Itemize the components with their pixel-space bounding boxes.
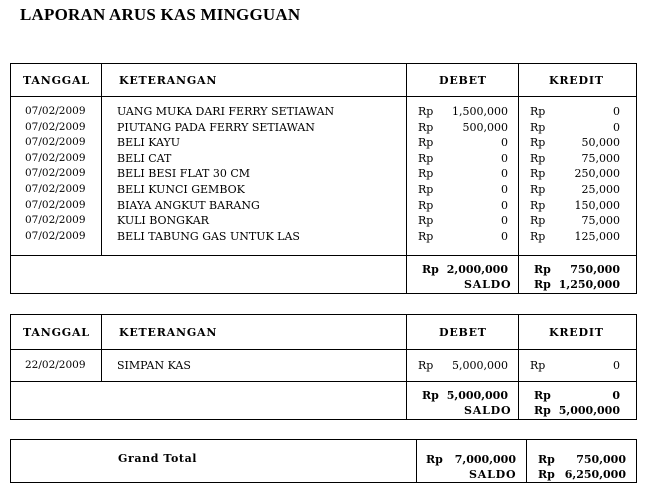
row-debet-currency: Rp xyxy=(418,120,434,134)
total-debet: 5,000,000 xyxy=(446,389,508,402)
row-kredit: 0 xyxy=(613,359,620,372)
row-debet-currency: Rp xyxy=(418,214,434,228)
row-debet: 0 xyxy=(501,214,508,228)
table-row xyxy=(11,198,636,214)
row-date: 07/02/2009 xyxy=(25,151,86,164)
row-kredit-currency: Rp xyxy=(530,167,546,181)
row-debet-currency: Rp xyxy=(418,151,434,165)
header-keterangan: KETERANGAN xyxy=(119,326,218,339)
row-date: 07/02/2009 xyxy=(25,167,86,180)
page-title: LAPORAN ARUS KAS MINGGUAN xyxy=(20,5,301,24)
row-date: 07/02/2009 xyxy=(25,182,86,195)
row-description: PIUTANG PADA FERRY SETIAWAN xyxy=(117,120,315,134)
header-kredit: KREDIT xyxy=(549,74,604,87)
saldo-currency: Rp xyxy=(534,278,551,291)
row-kredit: 150,000 xyxy=(574,198,620,212)
total-kredit: 750,000 xyxy=(570,263,620,276)
row-debet-currency: Rp xyxy=(418,229,434,243)
header-tanggal: TANGGAL xyxy=(23,326,90,339)
table-row xyxy=(11,151,636,167)
table-row xyxy=(11,182,636,198)
cashflow-table-1 xyxy=(10,63,637,294)
row-kredit: 0 xyxy=(613,120,620,134)
table-row xyxy=(11,135,636,151)
row-debet: 5,000,000 xyxy=(452,359,508,372)
header-tanggal: TANGGAL xyxy=(23,74,90,87)
row-kredit-currency: Rp xyxy=(530,182,546,196)
row-kredit: 75,000 xyxy=(581,151,620,165)
saldo-value: 5,000,000 xyxy=(558,404,620,417)
row-debet: 0 xyxy=(501,182,508,196)
row-debet: 0 xyxy=(501,167,508,181)
row-description: UANG MUKA DARI FERRY SETIAWAN xyxy=(117,105,335,118)
header-kredit: KREDIT xyxy=(549,326,604,339)
row-date: 07/02/2009 xyxy=(25,229,86,242)
row-debet: 1,500,000 xyxy=(452,105,508,118)
row-kredit-currency: Rp xyxy=(530,151,546,165)
row-kredit-currency: Rp xyxy=(530,120,546,134)
table-row xyxy=(11,104,636,120)
row-date: 07/02/2009 xyxy=(25,214,86,227)
row-description: BIAYA ANGKUT BARANG xyxy=(117,198,260,212)
row-debet-currency: Rp xyxy=(418,198,434,212)
total-kredit: 0 xyxy=(612,389,620,402)
row-kredit: 125,000 xyxy=(574,229,620,243)
total-debet: 2,000,000 xyxy=(446,263,508,276)
transaction-list xyxy=(11,104,636,244)
row-kredit-currency: Rp xyxy=(530,136,546,150)
grand-total-kredit: 750,000 xyxy=(576,453,626,466)
row-debet: 0 xyxy=(501,229,508,243)
row-debet-currency: Rp xyxy=(418,359,434,372)
row-description: KULI BONGKAR xyxy=(117,214,209,228)
header-debet: DEBET xyxy=(439,326,487,339)
row-kredit-currency: Rp xyxy=(530,359,546,372)
table-row xyxy=(11,229,636,245)
row-debet-currency: Rp xyxy=(418,182,434,196)
total-kredit-currency: Rp xyxy=(534,263,551,276)
row-debet-currency: Rp xyxy=(418,167,434,181)
saldo-currency: Rp xyxy=(534,404,551,417)
row-kredit: 250,000 xyxy=(574,167,620,181)
row-kredit: 0 xyxy=(613,105,620,118)
row-description: BELI TABUNG GAS UNTUK LAS xyxy=(117,229,300,243)
row-date: 07/02/2009 xyxy=(25,120,86,133)
row-date: 07/02/2009 xyxy=(25,136,86,149)
row-description: BELI CAT xyxy=(117,151,172,165)
grand-total-debet-currency: Rp xyxy=(426,453,443,466)
grand-total-saldo-label: SALDO xyxy=(469,468,517,481)
total-debet-currency: Rp xyxy=(422,389,439,402)
grand-total-table xyxy=(10,439,637,483)
saldo-label: SALDO xyxy=(464,404,512,417)
row-kredit: 50,000 xyxy=(581,136,620,150)
grand-total-kredit-currency: Rp xyxy=(538,453,555,466)
row-description: BELI KUNCI GEMBOK xyxy=(117,182,245,196)
row-debet: 0 xyxy=(501,151,508,165)
row-debet: 500,000 xyxy=(462,120,508,134)
row-kredit-currency: Rp xyxy=(530,198,546,212)
row-description: BELI KAYU xyxy=(117,136,181,150)
row-kredit: 25,000 xyxy=(581,182,620,196)
header-debet: DEBET xyxy=(439,74,487,87)
table-row xyxy=(11,213,636,229)
row-debet-currency: Rp xyxy=(418,105,434,118)
grand-total-saldo: 6,250,000 xyxy=(564,468,626,481)
table-row xyxy=(11,166,636,182)
row-description: BELI BESI FLAT 30 CM xyxy=(117,167,251,181)
row-kredit: 75,000 xyxy=(581,214,620,228)
saldo-value: 1,250,000 xyxy=(558,278,620,291)
table-row xyxy=(11,358,636,374)
saldo-label: SALDO xyxy=(464,278,512,291)
row-description: SIMPAN KAS xyxy=(117,359,191,372)
total-kredit-currency: Rp xyxy=(534,389,551,402)
total-debet-currency: Rp xyxy=(422,263,439,276)
row-date: 22/02/2009 xyxy=(25,359,86,371)
row-kredit-currency: Rp xyxy=(530,229,546,243)
row-debet: 0 xyxy=(501,198,508,212)
row-kredit-currency: Rp xyxy=(530,105,546,118)
cashflow-table-2 xyxy=(10,314,637,420)
row-date: 07/02/2009 xyxy=(25,198,86,211)
row-debet: 0 xyxy=(501,136,508,150)
grand-total-saldo-currency: Rp xyxy=(538,468,555,481)
table-row xyxy=(11,120,636,136)
row-kredit-currency: Rp xyxy=(530,214,546,228)
row-date: 07/02/2009 xyxy=(25,105,86,117)
header-keterangan: KETERANGAN xyxy=(119,74,218,87)
row-debet-currency: Rp xyxy=(418,136,434,150)
grand-total-debet: 7,000,000 xyxy=(454,453,516,466)
grand-total-label: Grand Total xyxy=(118,452,198,465)
